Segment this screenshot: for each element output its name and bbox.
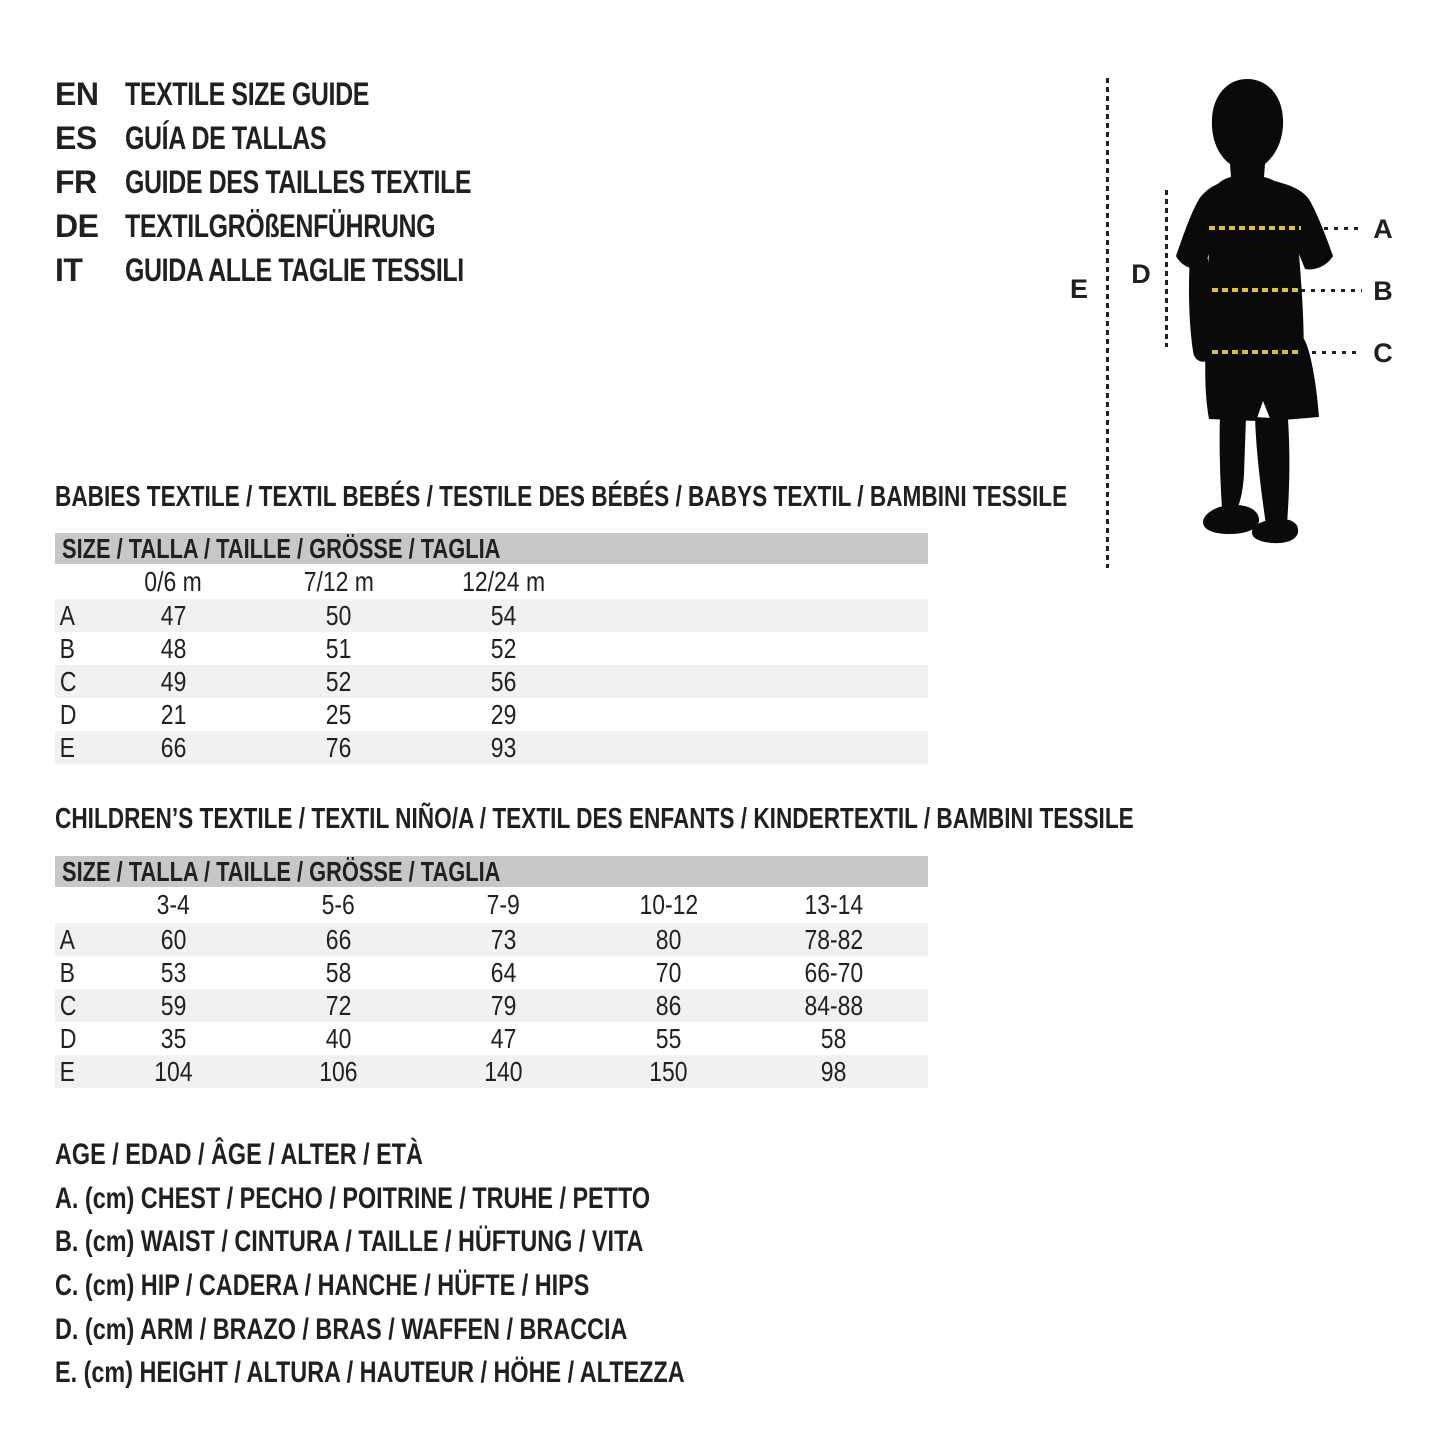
column-header: 10-12 bbox=[639, 889, 698, 920]
row-label: D bbox=[59, 698, 77, 730]
table-row bbox=[55, 923, 928, 956]
row-label: A bbox=[59, 923, 76, 955]
column-header: 12/24 m bbox=[462, 565, 545, 597]
legend-line-height: E. (cm) HEIGHT / ALTURA / HAUTEUR / HÖHE / ALTEZZA bbox=[55, 1356, 685, 1390]
column-header: 0/6 m bbox=[144, 565, 203, 597]
row-label: A bbox=[59, 599, 76, 631]
legend-line-arm: D. (cm) ARM / BRAZO / BRAS / WAFFEN / BRACCIA bbox=[55, 1312, 628, 1346]
table-cell: 80 bbox=[655, 923, 682, 955]
hip-line-yellow bbox=[1212, 350, 1299, 354]
table-cell: 58 bbox=[820, 1022, 847, 1054]
row-label: E bbox=[59, 1055, 76, 1087]
table-cell: 70 bbox=[655, 956, 682, 988]
table-cell: 73 bbox=[490, 923, 517, 955]
table-cell: 79 bbox=[490, 989, 517, 1021]
table-row bbox=[55, 1022, 928, 1055]
table-row bbox=[55, 698, 928, 731]
measurement-legend bbox=[55, 1133, 862, 1395]
language-row-it bbox=[55, 248, 569, 292]
column-header: 7-9 bbox=[486, 889, 521, 920]
babies-size-table bbox=[55, 564, 928, 764]
table-row bbox=[55, 1055, 928, 1088]
table-cell: 56 bbox=[490, 665, 517, 697]
column-header: 5-6 bbox=[321, 889, 356, 920]
table-cell: 98 bbox=[820, 1055, 847, 1087]
table-cell: 86 bbox=[655, 989, 682, 1021]
table-cell: 140 bbox=[484, 1055, 523, 1087]
language-title: GUIDE DES TAILLES TEXTILE bbox=[125, 163, 472, 200]
table-cell: 59 bbox=[160, 989, 187, 1021]
row-label: C bbox=[59, 989, 77, 1021]
arm-measure-dotted-line bbox=[1165, 190, 1168, 347]
table-cell: 66-70 bbox=[804, 956, 863, 988]
table-cell: 66 bbox=[160, 731, 187, 763]
table-cell: 51 bbox=[325, 632, 352, 664]
table-cell: 29 bbox=[490, 698, 517, 730]
legend-line-hip: C. (cm) HIP / CADERA / HANCHE / HÜFTE / HIPS bbox=[55, 1268, 590, 1302]
table-cell: 21 bbox=[160, 698, 187, 730]
table-cell: 52 bbox=[490, 632, 517, 664]
column-header: 7/12 m bbox=[303, 565, 374, 597]
row-label: C bbox=[59, 665, 77, 697]
silhouette-head bbox=[1212, 79, 1283, 186]
silhouette-right-leg bbox=[1255, 417, 1289, 525]
figure-label-chest-a: A bbox=[1373, 214, 1393, 244]
language-title: TEXTILE SIZE GUIDE bbox=[125, 75, 369, 112]
language-code: EN bbox=[55, 75, 99, 112]
table-cell: 54 bbox=[490, 599, 517, 631]
table-cell: 84-88 bbox=[804, 989, 863, 1021]
table-cell: 150 bbox=[649, 1055, 688, 1087]
table-row bbox=[55, 989, 928, 1022]
language-title: GUÍA DE TALLAS bbox=[125, 119, 327, 156]
legend-line-waist: B. (cm) WAIST / CINTURA / TAILLE / HÜFTUNG / VITA bbox=[55, 1225, 644, 1259]
table-row bbox=[55, 665, 928, 698]
table-cell: 40 bbox=[325, 1022, 352, 1054]
childrens-size-header-bar: SIZE / TALLA / TAILLE / GRÖSSE / TAGLIA bbox=[55, 856, 928, 887]
column-header: 13-14 bbox=[804, 889, 863, 920]
figure-label-hip-c: C bbox=[1373, 338, 1393, 368]
silhouette-left-shoe bbox=[1203, 505, 1259, 534]
row-label: E bbox=[59, 731, 76, 763]
table-cell: 104 bbox=[154, 1055, 193, 1087]
table-cell: 49 bbox=[160, 665, 187, 697]
table-row bbox=[55, 599, 928, 632]
language-row-de bbox=[55, 204, 569, 248]
language-code: DE bbox=[55, 207, 99, 244]
table-cell: 25 bbox=[325, 698, 352, 730]
table-row bbox=[55, 956, 928, 989]
table-cell: 64 bbox=[490, 956, 517, 988]
language-row-fr bbox=[55, 160, 569, 204]
table-cell: 35 bbox=[160, 1022, 187, 1054]
language-row-es bbox=[55, 116, 569, 160]
table-cell: 47 bbox=[160, 599, 187, 631]
table-cell: 58 bbox=[325, 956, 352, 988]
column-header: 3-4 bbox=[156, 889, 191, 920]
language-row-en bbox=[55, 72, 569, 116]
babies-section-title: BABIES TEXTILE / TEXTIL BEBÉS / TESTILE DES BÉBÉS / BABYS TEXTIL / BAMBINI TESSILE bbox=[55, 481, 1068, 513]
table-cell: 55 bbox=[655, 1022, 682, 1054]
table-row bbox=[55, 632, 928, 665]
table-cell: 48 bbox=[160, 632, 187, 664]
childrens-column-header-row bbox=[55, 887, 928, 923]
legend-line-age: AGE / EDAD / ÂGE / ALTER / ETÀ bbox=[55, 1137, 423, 1171]
table-cell: 72 bbox=[325, 989, 352, 1021]
childrens-size-table bbox=[55, 887, 928, 1088]
language-title-list bbox=[55, 72, 569, 292]
table-cell: 78-82 bbox=[804, 923, 863, 955]
language-code: FR bbox=[55, 163, 97, 200]
row-label: D bbox=[59, 1022, 77, 1054]
table-cell: 60 bbox=[160, 923, 187, 955]
silhouette-left-leg bbox=[1220, 415, 1246, 509]
table-cell: 66 bbox=[325, 923, 352, 955]
child-silhouette-illustration bbox=[1176, 79, 1333, 549]
language-title: GUIDA ALLE TAGLIE TESSILI bbox=[125, 251, 464, 288]
babies-column-header-row bbox=[55, 564, 928, 599]
figure-label-arm-d: D bbox=[1131, 259, 1151, 289]
figure-label-height-e: E bbox=[1069, 274, 1088, 304]
table-cell: 47 bbox=[490, 1022, 517, 1054]
table-cell: 76 bbox=[325, 731, 352, 763]
childrens-section-title: CHILDREN’S TEXTILE / TEXTIL NIÑO/A / TEXTIL DES ENFANTS / KINDERTEXTIL / BAMBINI TESSILE bbox=[55, 803, 1134, 835]
silhouette-right-shoe bbox=[1252, 519, 1298, 543]
table-row bbox=[55, 731, 928, 764]
chest-line-yellow bbox=[1209, 226, 1301, 230]
language-code: IT bbox=[55, 251, 83, 288]
language-title: TEXTILGRÖßENFÜHRUNG bbox=[125, 207, 436, 244]
table-cell: 52 bbox=[325, 665, 352, 697]
table-cell: 93 bbox=[490, 731, 517, 763]
waist-line-yellow bbox=[1212, 288, 1298, 292]
table-cell: 53 bbox=[160, 956, 187, 988]
legend-line-chest: A. (cm) CHEST / PECHO / POITRINE / TRUHE / PETTO bbox=[55, 1181, 651, 1215]
row-label: B bbox=[59, 956, 76, 988]
row-label: B bbox=[59, 632, 76, 664]
table-cell: 50 bbox=[325, 599, 352, 631]
babies-size-header-bar: SIZE / TALLA / TAILLE / GRÖSSE / TAGLIA bbox=[55, 533, 928, 564]
figure-label-waist-b: B bbox=[1373, 276, 1393, 306]
table-cell: 106 bbox=[319, 1055, 358, 1087]
language-code: ES bbox=[55, 119, 97, 156]
